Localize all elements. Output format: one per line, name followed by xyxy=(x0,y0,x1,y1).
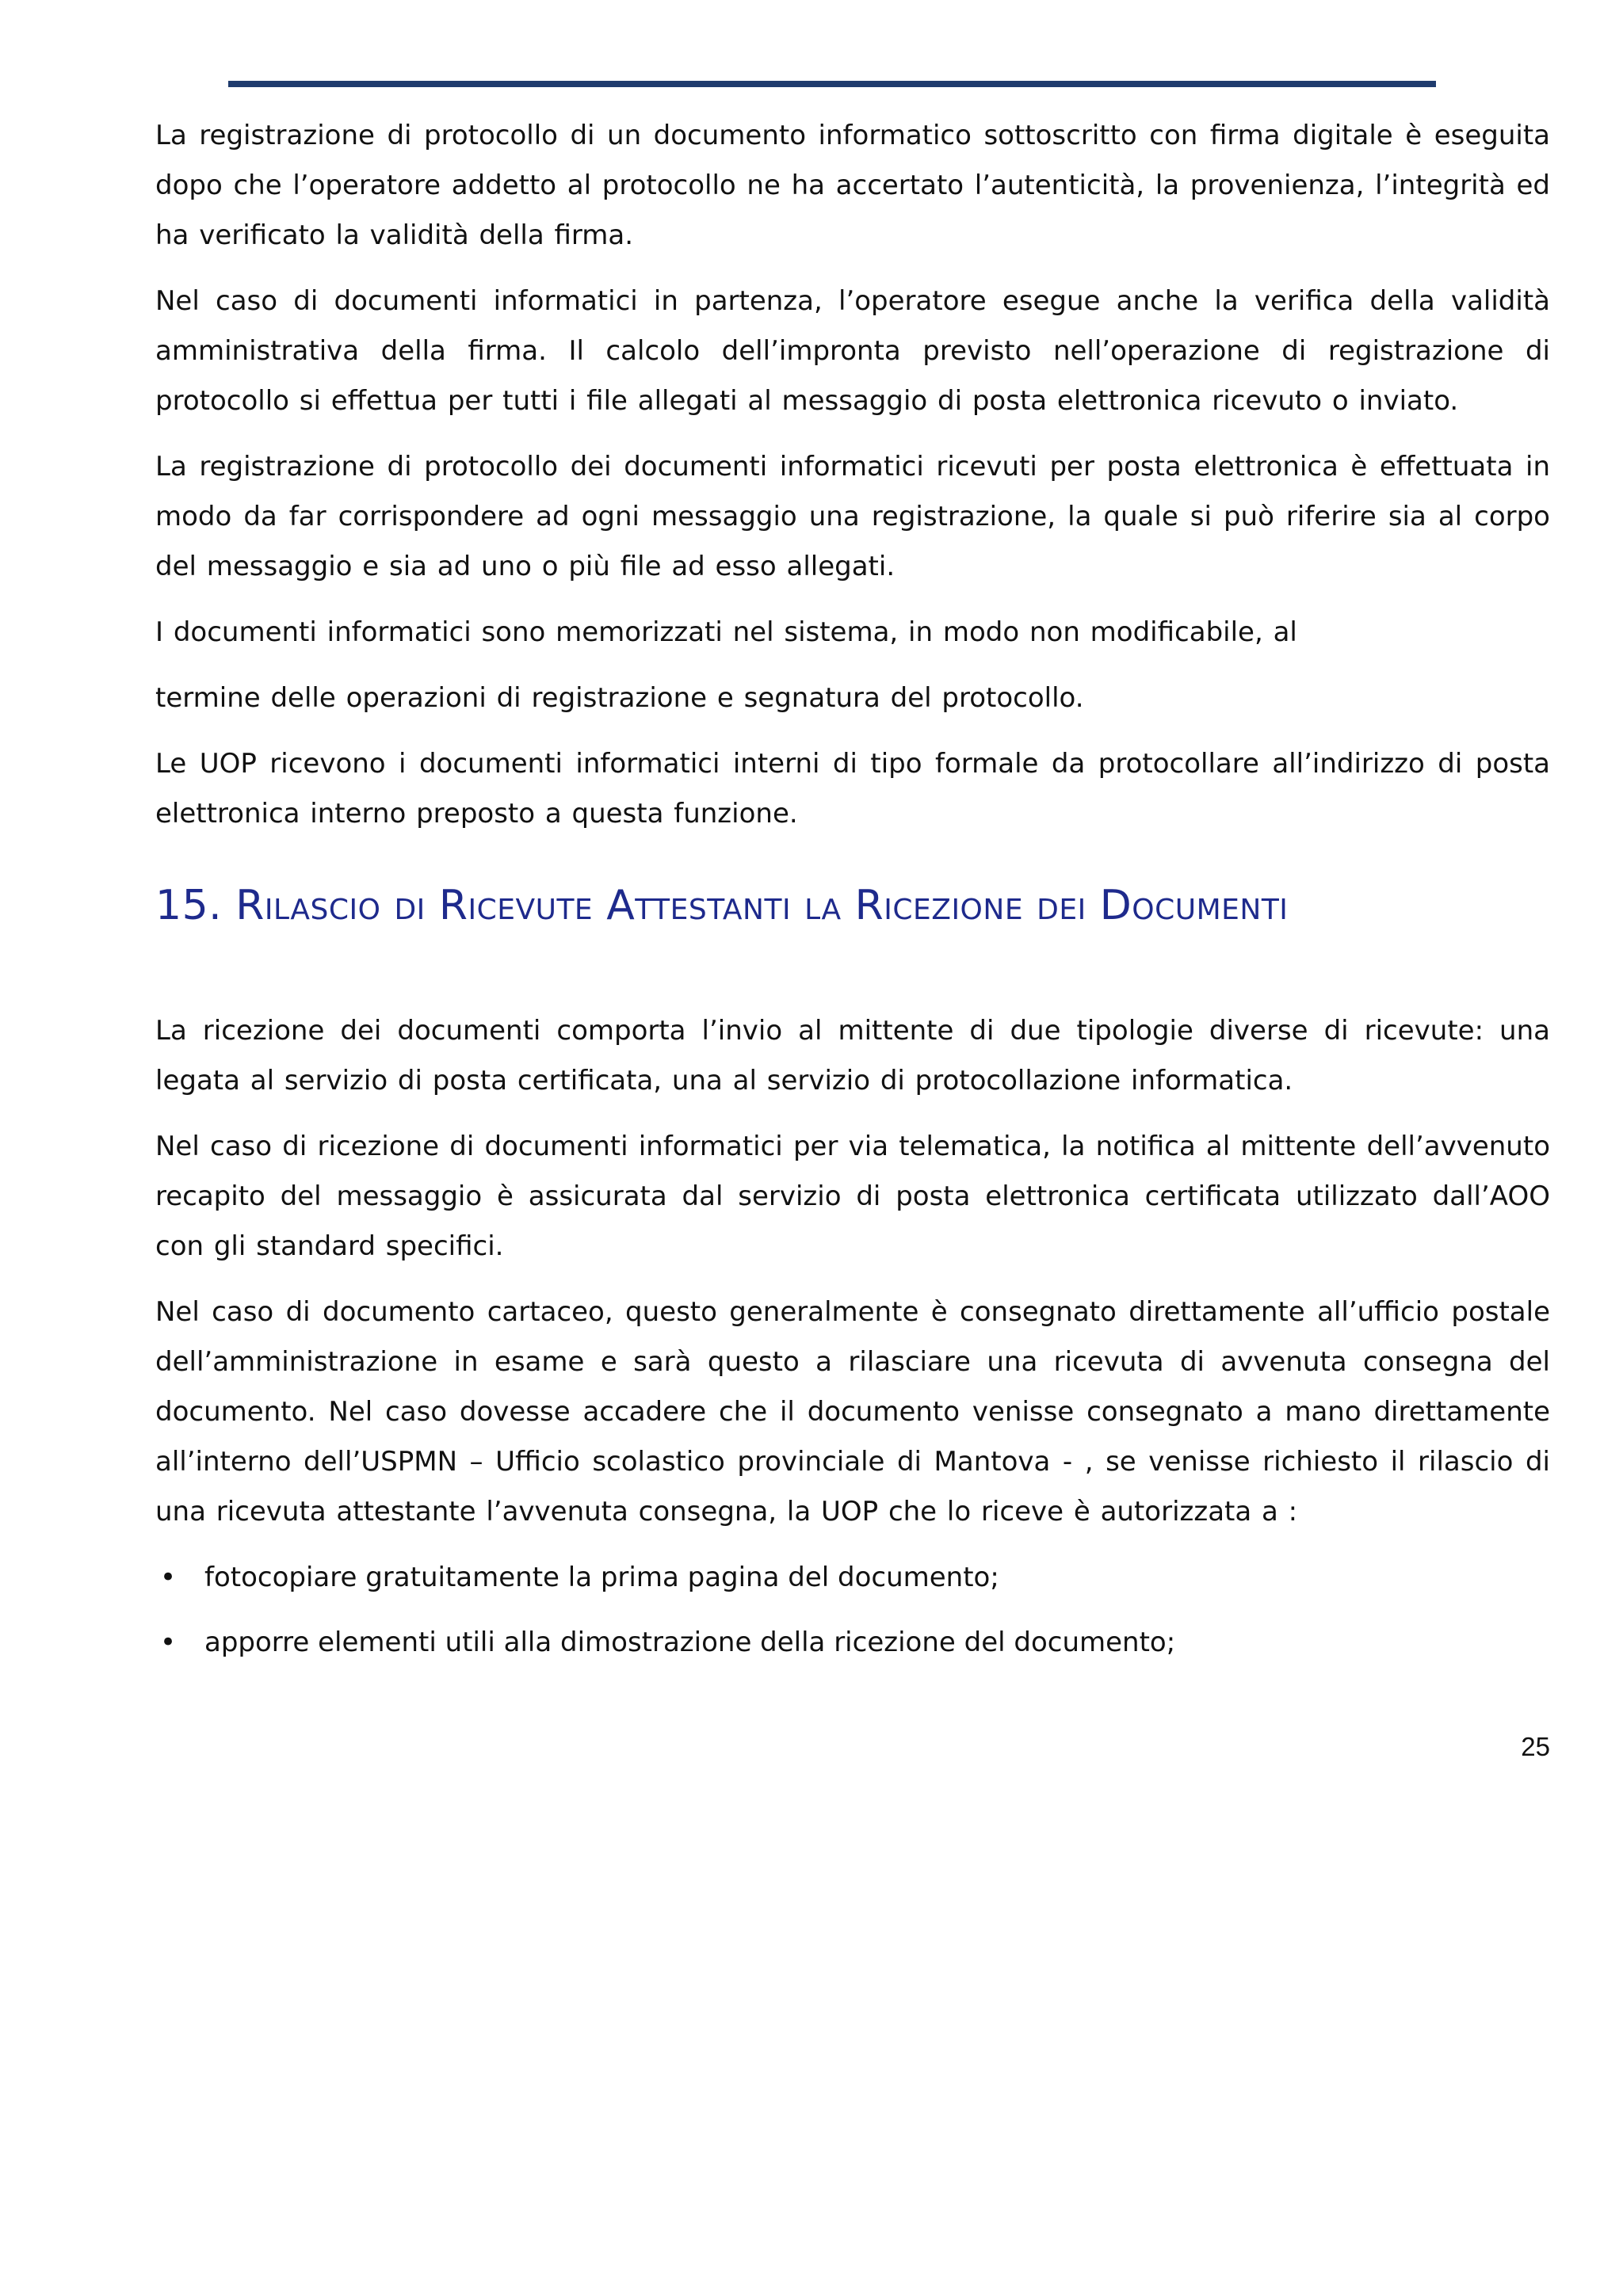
bullet-icon: • xyxy=(160,1562,177,1593)
bullet-icon: • xyxy=(160,1627,177,1658)
paragraph: I documenti informatici sono memorizzati nel sistema, in modo non modificabile, al xyxy=(155,616,1297,648)
list-item xyxy=(155,1618,1550,1668)
paragraph: La registrazione di protocollo di un documento informatico sottoscritto con firma digitale è eseguita dopo che l’operatore addetto al protocollo ne ha accertato l’autenticità, la provenienza, l’integrità ed ha verificato la validità della firma. xyxy=(155,120,1550,251)
list-item xyxy=(155,1553,1550,1603)
list-item-text: fotocopiare gratuitamente la prima pagina del documento; xyxy=(204,1562,999,1593)
page-number: 25 xyxy=(1521,1732,1550,1761)
paragraph: La registrazione di protocollo dei documenti informatici ricevuti per posta elettronica è effettuata in modo da far corrispondere ad ogni messaggio una registrazione, la quale si può riferire sia al corpo del messaggio e sia ad uno o più file ad esso allegati. xyxy=(155,451,1550,582)
section-heading xyxy=(155,880,1550,931)
section-title: Rilascio di Ricevute Attestanti la Ricezione dei Documenti xyxy=(235,882,1289,929)
section-number: 15. xyxy=(155,882,223,929)
paragraph: Nel caso di documento cartaceo, questo generalmente è consegnato direttamente all’ufficio postale dell’amministrazione in esame e sarà questo a rilasciare una ricevuta di avvenuta consegna del documento. Nel caso dovesse accadere che il documento venisse consegnato a mano direttamente all’interno dell’USPMN – Ufficio scolastico provinciale di Mantova - , se venisse richiesto il rilascio di una ricevuta attestante l’avvenuta consegna, la UOP che lo riceve è autorizzata a : xyxy=(155,1296,1550,1527)
paragraph: Le UOP ricevono i documenti informatici interni di tipo formale da protocollare all’indirizzo di posta elettronica interno preposto a questa funzione. xyxy=(155,748,1550,830)
document-body xyxy=(155,111,1550,1683)
header-rule xyxy=(228,81,1436,87)
paragraph: Nel caso di documenti informatici in partenza, l’operatore esegue anche la verifica della validità amministrativa della firma. Il calcolo dell’impronta previsto nell’operazione di registrazione di protocollo si effettua per tutti i file allegati al messaggio di posta elettronica ricevuto o inviato. xyxy=(155,285,1550,417)
list-item-text: apporre elementi utili alla dimostrazione della ricezione del documento; xyxy=(204,1627,1176,1658)
bullet-list xyxy=(155,1553,1550,1668)
paragraph: termine delle operazioni di registrazione e segnatura del protocollo. xyxy=(155,682,1084,714)
paragraph: La ricezione dei documenti comporta l’invio al mittente di due tipologie diverse di ricevute: una legata al servizio di posta certificata, una al servizio di protocollazione informatica. xyxy=(155,1015,1550,1097)
paragraph: Nel caso di ricezione di documenti informatici per via telematica, la notifica al mittente dell’avvenuto recapito del messaggio è assicurata dal servizio di posta elettronica certificata utilizzato dall’AOO con gli standard specifici. xyxy=(155,1131,1550,1262)
